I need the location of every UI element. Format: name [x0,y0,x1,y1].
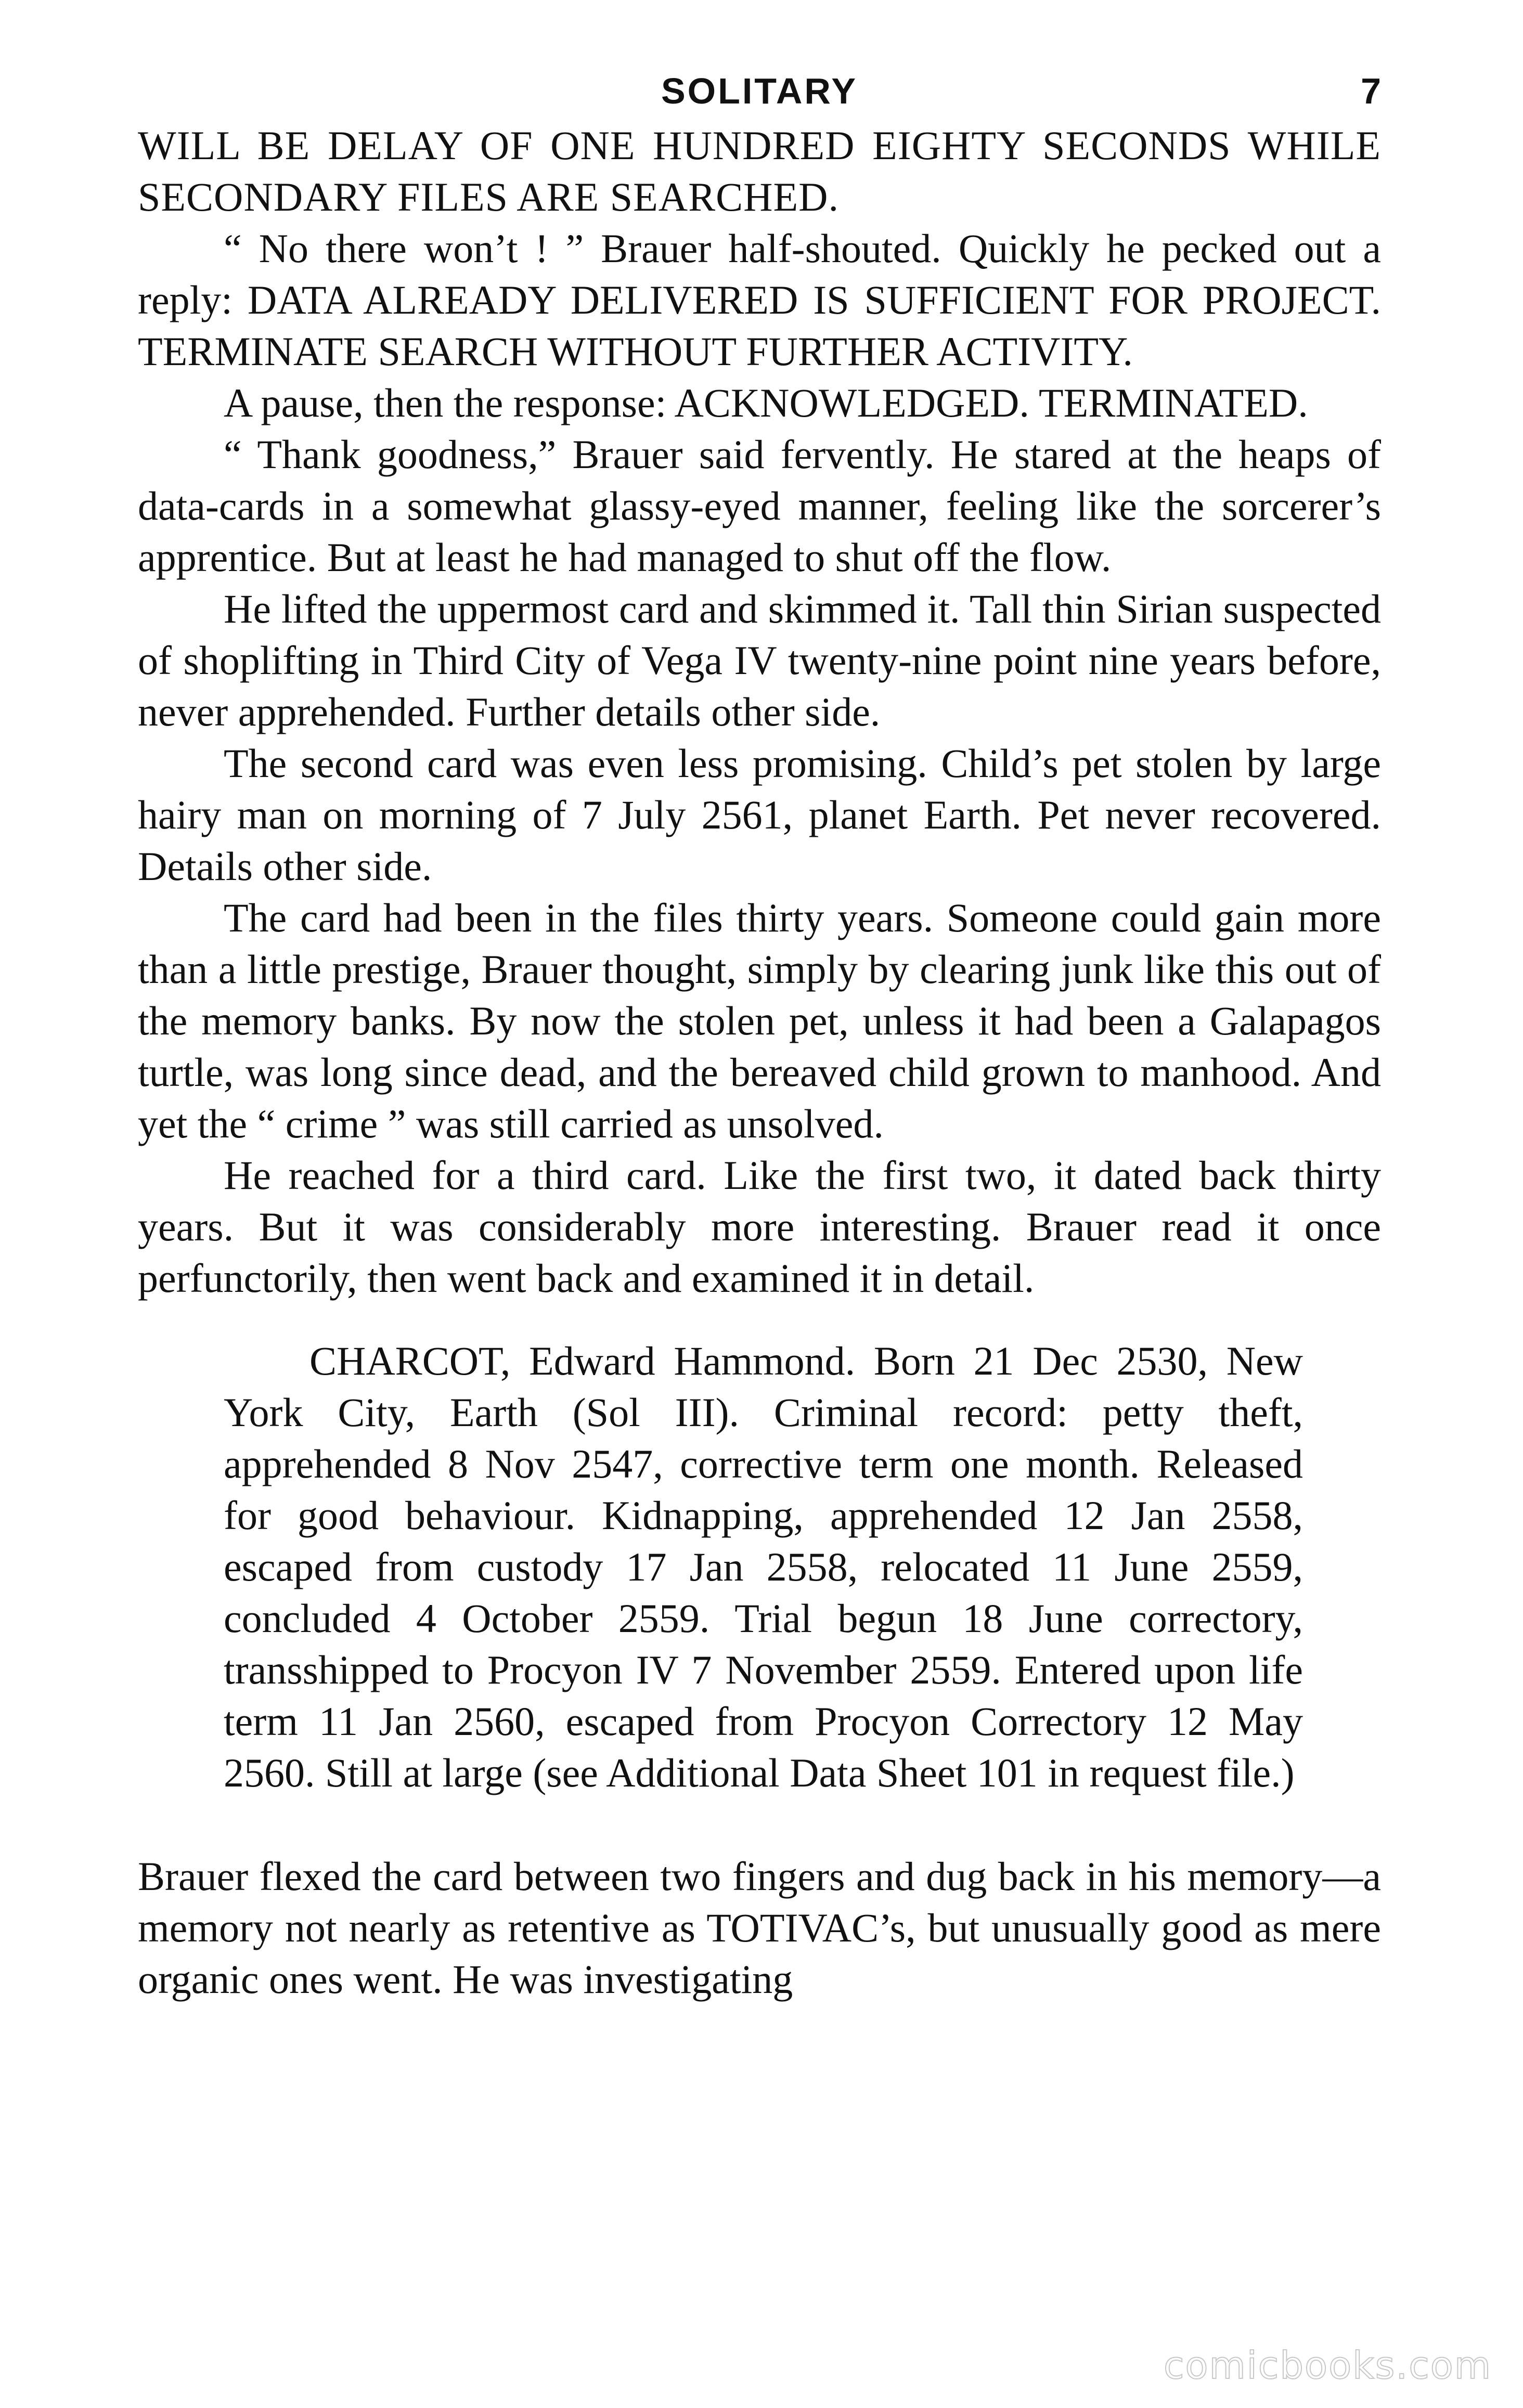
data-card-text: CHARCOT, Edward Hammond. Born 21 Dec 2530, New York City, Earth (Sol III). Criminal record: petty theft, apprehended 8 Nov 2547, corrective term one month. Released for good behaviour. Kidnapping, apprehended 12 Jan 2558, escaped from custody 17 Jan 2558, relocated 11 June 2559, concluded 4 October 2559. Trial begun 18 June correctory, transshipped to Procyon IV 7 November 2559. Entered upon life term 11 Jan 2560, escaped from Procyon Correctory 12 May 2560. Still at large (see Additional Data Sheet 101 in request file.) [224,1338,1303,1795]
paragraph: He lifted the uppermost card and skimmed it. Tall thin Sirian suspected of shoplifting in Third City of Vega IV twenty-nine point nine years before, never apprehended. Further details other side. [138,586,1381,734]
paragraph: He reached for a third card. Like the first two, it dated back thirty years. But it was considerably more interesting. Brauer read it once perfunctorily, then went back and examined it in detail. [138,1153,1381,1301]
paragraph: The second card was even less promising. Child’s pet stolen by large hairy man on morning of 7 July 2561, planet Earth. Pet never recovered. Details other side. [138,741,1381,889]
watermark: comicbooks.com [1163,2344,1492,2387]
paragraph: “ Thank goodness,” Brauer said fervently. He stared at the heaps of data-cards in a somewhat glassy-eyed manner, feeling like the sorcerer’s apprentice. But at least he had managed to shut off the flow. [138,432,1381,580]
data-card-quote [224,1335,1303,1798]
paragraph: The card had been in the files thirty years. Someone could gain more than a little prestige, Brauer thought, simply by clearing junk like this out of the memory banks. By now the stolen pet, unless it had been a Galapagos turtle, was long since dead, and the bereaved child grown to manhood. And yet the “ crime ” was still carried as unsolved. [138,895,1381,1146]
paragraph: A pause, then the response: ACKNOWLEDGED. TERMINATED. [224,380,1308,425]
running-head: SOLITARY [661,71,858,111]
page-number: 7 [1361,71,1381,111]
paragraph: “ No there won’t ! ” Brauer half-shouted. Quickly he pecked out a reply: DATA ALREADY DELIVERED IS SUFFICIENT FOR PROJECT. TERMINATE SEARCH WITHOUT FURTHER ACTIVITY. [138,226,1381,374]
paragraph-computer-message: WILL BE DELAY OF ONE HUNDRED EIGHTY SECONDS WHILE SECONDARY FILES ARE SEARCHED. [138,123,1381,219]
book-page [138,62,1381,2005]
body-text [138,120,1381,2005]
page-header [138,62,1381,120]
closing-paragraph: Brauer flexed the card between two fingers and dug back in his memory—a memory not nearly as retentive as TOTIVAC’s, but unusually good as mere organic ones went. He was investigating [138,1854,1381,2002]
